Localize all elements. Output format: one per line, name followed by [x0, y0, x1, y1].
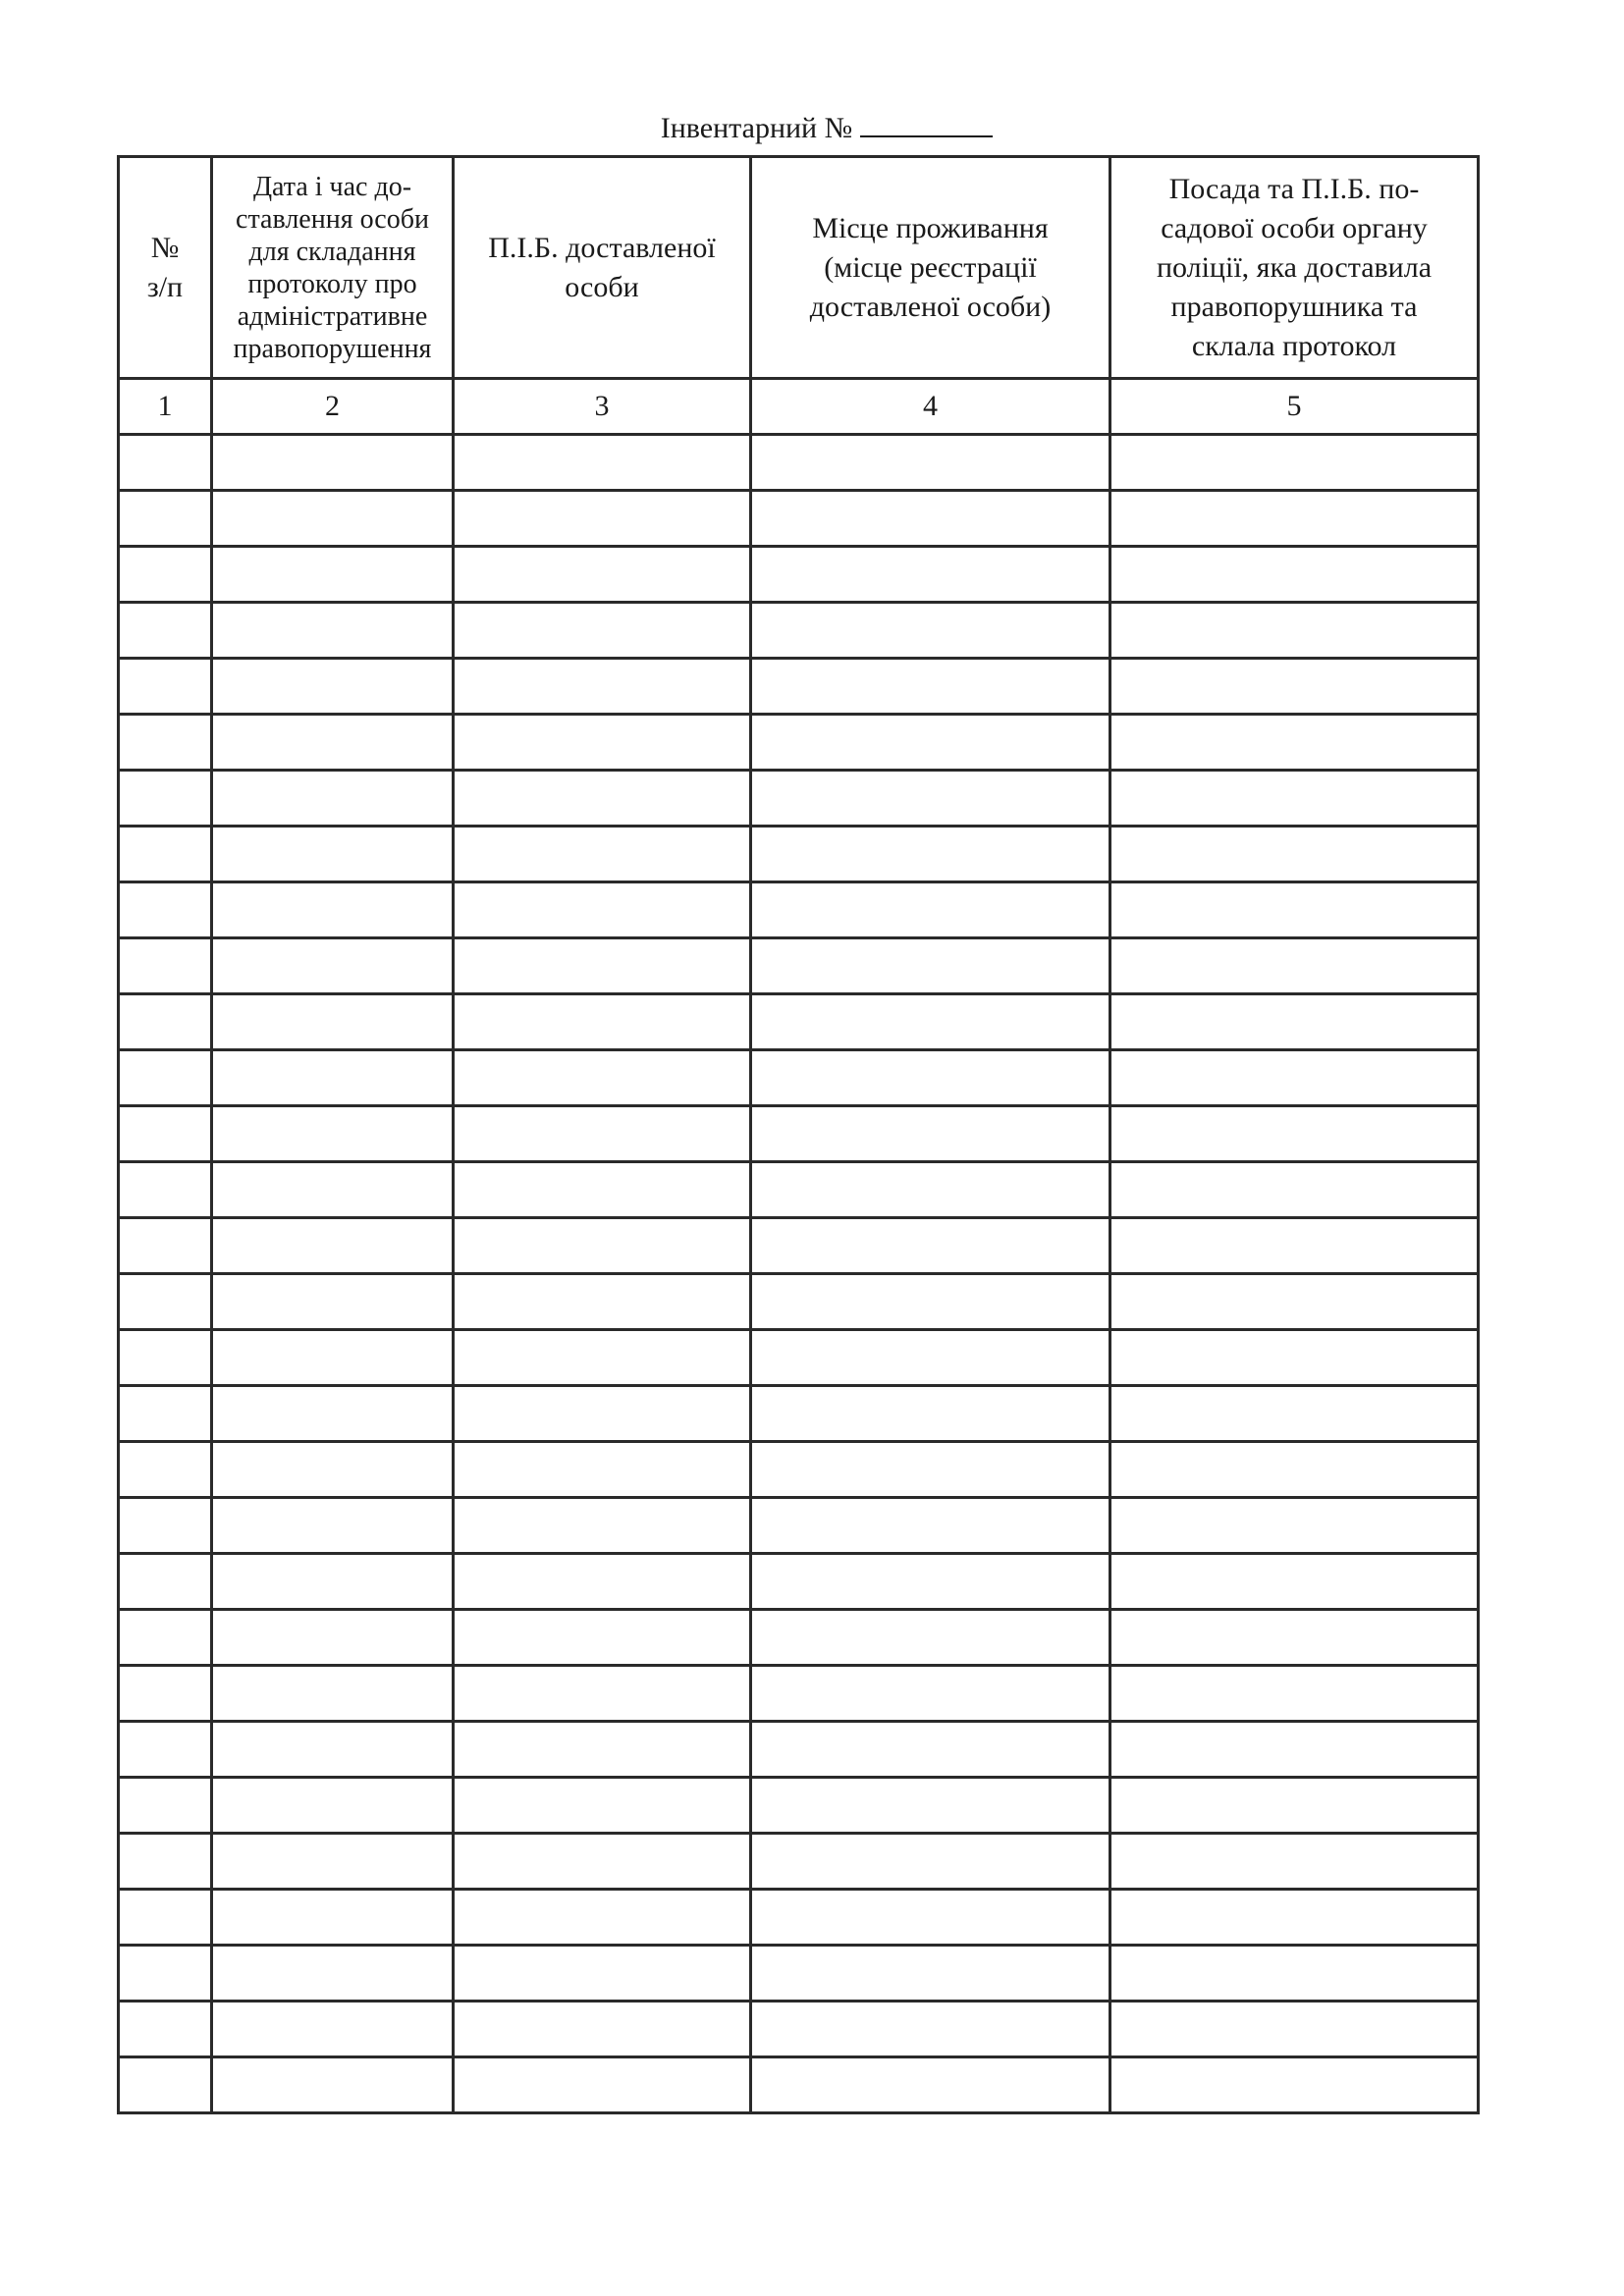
cell-officer[interactable] — [1110, 715, 1479, 771]
table-row — [119, 938, 1479, 994]
cell-number[interactable] — [119, 1106, 212, 1162]
column-header-date-time: Дата і час до- ставлення особи для складання протоколу про адміністративне правопорушення — [212, 157, 454, 379]
cell-full-name[interactable] — [454, 1834, 751, 1890]
cell-full-name[interactable] — [454, 435, 751, 491]
cell-number[interactable] — [119, 1218, 212, 1274]
cell-date-time[interactable] — [212, 603, 454, 659]
cell-number[interactable] — [119, 603, 212, 659]
table-row — [119, 1722, 1479, 1778]
cell-date-time[interactable] — [212, 1778, 454, 1834]
cell-date-time[interactable] — [212, 1890, 454, 1946]
cell-date-time[interactable] — [212, 1050, 454, 1106]
table-row — [119, 603, 1479, 659]
cell-date-time[interactable] — [212, 491, 454, 547]
cell-number[interactable] — [119, 1162, 212, 1218]
cell-residence[interactable] — [751, 1778, 1110, 1834]
table-row — [119, 771, 1479, 827]
column-header-number: № з/п — [119, 157, 212, 379]
table-row — [119, 1106, 1479, 1162]
column-number: 1 — [119, 379, 212, 435]
cell-date-time[interactable] — [212, 1386, 454, 1442]
cell-officer[interactable] — [1110, 1106, 1479, 1162]
cell-full-name[interactable] — [454, 1386, 751, 1442]
cell-officer[interactable] — [1110, 2002, 1479, 2057]
cell-full-name[interactable] — [454, 827, 751, 882]
cell-residence[interactable] — [751, 1274, 1110, 1330]
cell-full-name[interactable] — [454, 1722, 751, 1778]
cell-date-time[interactable] — [212, 715, 454, 771]
cell-residence[interactable] — [751, 1162, 1110, 1218]
cell-number[interactable] — [119, 1610, 212, 1666]
cell-number[interactable] — [119, 2057, 212, 2113]
register-table — [117, 155, 1480, 2114]
cell-residence[interactable] — [751, 1554, 1110, 1610]
table-row — [119, 1890, 1479, 1946]
table-row — [119, 1834, 1479, 1890]
cell-residence[interactable] — [751, 882, 1110, 938]
cell-date-time[interactable] — [212, 1834, 454, 1890]
cell-date-time[interactable] — [212, 1106, 454, 1162]
cell-residence[interactable] — [751, 603, 1110, 659]
column-number: 2 — [212, 379, 454, 435]
table-row — [119, 1498, 1479, 1554]
table-row — [119, 827, 1479, 882]
cell-full-name[interactable] — [454, 491, 751, 547]
column-header-full-name: П.І.Б. доставленої особи — [454, 157, 751, 379]
cell-full-name[interactable] — [454, 938, 751, 994]
cell-full-name[interactable] — [454, 1946, 751, 2002]
cell-officer[interactable] — [1110, 1554, 1479, 1610]
cell-residence[interactable] — [751, 1946, 1110, 2002]
table-row — [119, 1946, 1479, 2002]
cell-residence[interactable] — [751, 1666, 1110, 1722]
cell-officer[interactable] — [1110, 1946, 1479, 2002]
cell-residence[interactable] — [751, 491, 1110, 547]
cell-full-name[interactable] — [454, 1106, 751, 1162]
table-row — [119, 2002, 1479, 2057]
cell-officer[interactable] — [1110, 1610, 1479, 1666]
cell-officer[interactable] — [1110, 1274, 1479, 1330]
table-row — [119, 547, 1479, 603]
column-number: 3 — [454, 379, 751, 435]
cell-number[interactable] — [119, 1890, 212, 1946]
table-row — [119, 1386, 1479, 1442]
cell-number[interactable] — [119, 1946, 212, 2002]
cell-officer[interactable] — [1110, 1834, 1479, 1890]
table-row — [119, 1162, 1479, 1218]
cell-date-time[interactable] — [212, 827, 454, 882]
cell-date-time[interactable] — [212, 1274, 454, 1330]
cell-date-time[interactable] — [212, 1218, 454, 1274]
cell-full-name[interactable] — [454, 1274, 751, 1330]
cell-full-name[interactable] — [454, 994, 751, 1050]
cell-residence[interactable] — [751, 547, 1110, 603]
cell-residence[interactable] — [751, 1610, 1110, 1666]
cell-number[interactable] — [119, 994, 212, 1050]
table-row — [119, 1778, 1479, 1834]
column-number: 5 — [1110, 379, 1479, 435]
cell-number[interactable] — [119, 1554, 212, 1610]
table-header-row — [119, 157, 1479, 379]
cell-date-time[interactable] — [212, 2002, 454, 2057]
cell-residence[interactable] — [751, 2002, 1110, 2057]
cell-number[interactable] — [119, 1442, 212, 1498]
cell-residence[interactable] — [751, 1386, 1110, 1442]
cell-officer[interactable] — [1110, 491, 1479, 547]
table-row — [119, 1666, 1479, 1722]
cell-residence[interactable] — [751, 1834, 1110, 1890]
cell-number[interactable] — [119, 1274, 212, 1330]
cell-date-time[interactable] — [212, 1162, 454, 1218]
cell-full-name[interactable] — [454, 1778, 751, 1834]
cell-date-time[interactable] — [212, 2057, 454, 2113]
cell-residence[interactable] — [751, 435, 1110, 491]
cell-full-name[interactable] — [454, 1442, 751, 1498]
cell-full-name[interactable] — [454, 1554, 751, 1610]
cell-residence[interactable] — [751, 2057, 1110, 2113]
inventory-number-field[interactable] — [860, 108, 993, 137]
cell-date-time[interactable] — [212, 994, 454, 1050]
cell-officer[interactable] — [1110, 1890, 1479, 1946]
cell-full-name[interactable] — [454, 1666, 751, 1722]
cell-officer[interactable] — [1110, 827, 1479, 882]
cell-full-name[interactable] — [454, 2057, 751, 2113]
cell-officer[interactable] — [1110, 1722, 1479, 1778]
cell-residence[interactable] — [751, 827, 1110, 882]
cell-date-time[interactable] — [212, 938, 454, 994]
cell-full-name[interactable] — [454, 1890, 751, 1946]
cell-residence[interactable] — [751, 1890, 1110, 1946]
cell-officer[interactable] — [1110, 938, 1479, 994]
register-body — [119, 435, 1479, 2113]
cell-number[interactable] — [119, 1330, 212, 1386]
cell-date-time[interactable] — [212, 1498, 454, 1554]
cell-officer[interactable] — [1110, 2057, 1479, 2113]
cell-date-time[interactable] — [212, 435, 454, 491]
column-header-residence: Місце проживання (місце реєстрації доставленої особи) — [751, 157, 1110, 379]
table-row — [119, 715, 1479, 771]
table-row — [119, 1218, 1479, 1274]
cell-number[interactable] — [119, 1834, 212, 1890]
table-row — [119, 1330, 1479, 1386]
table-row — [119, 491, 1479, 547]
inventory-label: Інвентарний № — [660, 112, 853, 144]
cell-number[interactable] — [119, 827, 212, 882]
cell-residence[interactable] — [751, 771, 1110, 827]
cell-residence[interactable] — [751, 1498, 1110, 1554]
cell-number[interactable] — [119, 2002, 212, 2057]
table-row — [119, 1274, 1479, 1330]
cell-full-name[interactable] — [454, 1610, 751, 1666]
cell-full-name[interactable] — [454, 882, 751, 938]
cell-full-name[interactable] — [454, 1218, 751, 1274]
cell-number[interactable] — [119, 771, 212, 827]
cell-officer[interactable] — [1110, 1218, 1479, 1274]
cell-residence[interactable] — [751, 1106, 1110, 1162]
cell-full-name[interactable] — [454, 715, 751, 771]
cell-officer[interactable] — [1110, 771, 1479, 827]
cell-number[interactable] — [119, 491, 212, 547]
cell-officer[interactable] — [1110, 1330, 1479, 1386]
cell-number[interactable] — [119, 659, 212, 715]
cell-officer[interactable] — [1110, 882, 1479, 938]
table-row — [119, 659, 1479, 715]
cell-residence[interactable] — [751, 1330, 1110, 1386]
column-header-officer: Посада та П.І.Б. по- садової особи органу поліції, яка доставила правопорушника та склала протокол — [1110, 157, 1479, 379]
cell-number[interactable] — [119, 1778, 212, 1834]
column-number-row — [119, 379, 1479, 435]
table-row — [119, 882, 1479, 938]
cell-officer[interactable] — [1110, 1778, 1479, 1834]
cell-officer[interactable] — [1110, 547, 1479, 603]
cell-officer[interactable] — [1110, 1162, 1479, 1218]
cell-number[interactable] — [119, 547, 212, 603]
cell-officer[interactable] — [1110, 603, 1479, 659]
cell-full-name[interactable] — [454, 771, 751, 827]
cell-officer[interactable] — [1110, 1666, 1479, 1722]
table-row — [119, 1050, 1479, 1106]
cell-residence[interactable] — [751, 1218, 1110, 1274]
cell-date-time[interactable] — [212, 1722, 454, 1778]
cell-number[interactable] — [119, 1666, 212, 1722]
cell-full-name[interactable] — [454, 659, 751, 715]
cell-number[interactable] — [119, 715, 212, 771]
column-number: 4 — [751, 379, 1110, 435]
cell-date-time[interactable] — [212, 1666, 454, 1722]
cell-number[interactable] — [119, 938, 212, 994]
cell-residence[interactable] — [751, 1050, 1110, 1106]
cell-full-name[interactable] — [454, 1330, 751, 1386]
cell-full-name[interactable] — [454, 1050, 751, 1106]
cell-number[interactable] — [119, 1050, 212, 1106]
inventory-number-line — [0, 108, 1624, 146]
cell-date-time[interactable] — [212, 659, 454, 715]
cell-number[interactable] — [119, 1722, 212, 1778]
table-row — [119, 1554, 1479, 1610]
cell-officer[interactable] — [1110, 435, 1479, 491]
cell-officer[interactable] — [1110, 1386, 1479, 1442]
cell-date-time[interactable] — [212, 1442, 454, 1498]
cell-officer[interactable] — [1110, 1498, 1479, 1554]
cell-number[interactable] — [119, 882, 212, 938]
cell-full-name[interactable] — [454, 1162, 751, 1218]
cell-number[interactable] — [119, 1498, 212, 1554]
table-row — [119, 994, 1479, 1050]
cell-officer[interactable] — [1110, 1050, 1479, 1106]
table-row — [119, 1610, 1479, 1666]
cell-officer[interactable] — [1110, 1442, 1479, 1498]
cell-full-name[interactable] — [454, 1498, 751, 1554]
cell-date-time[interactable] — [212, 771, 454, 827]
cell-number[interactable] — [119, 1386, 212, 1442]
cell-officer[interactable] — [1110, 994, 1479, 1050]
cell-officer[interactable] — [1110, 659, 1479, 715]
cell-full-name[interactable] — [454, 547, 751, 603]
cell-date-time[interactable] — [212, 547, 454, 603]
cell-date-time[interactable] — [212, 1946, 454, 2002]
cell-date-time[interactable] — [212, 1610, 454, 1666]
cell-residence[interactable] — [751, 1442, 1110, 1498]
table-row — [119, 1442, 1479, 1498]
cell-date-time[interactable] — [212, 882, 454, 938]
cell-residence[interactable] — [751, 938, 1110, 994]
cell-date-time[interactable] — [212, 1330, 454, 1386]
cell-full-name[interactable] — [454, 603, 751, 659]
table-row — [119, 2057, 1479, 2113]
cell-residence[interactable] — [751, 994, 1110, 1050]
cell-full-name[interactable] — [454, 2002, 751, 2057]
cell-residence[interactable] — [751, 659, 1110, 715]
cell-date-time[interactable] — [212, 1554, 454, 1610]
cell-residence[interactable] — [751, 1722, 1110, 1778]
cell-number[interactable] — [119, 435, 212, 491]
table-row — [119, 435, 1479, 491]
cell-residence[interactable] — [751, 715, 1110, 771]
